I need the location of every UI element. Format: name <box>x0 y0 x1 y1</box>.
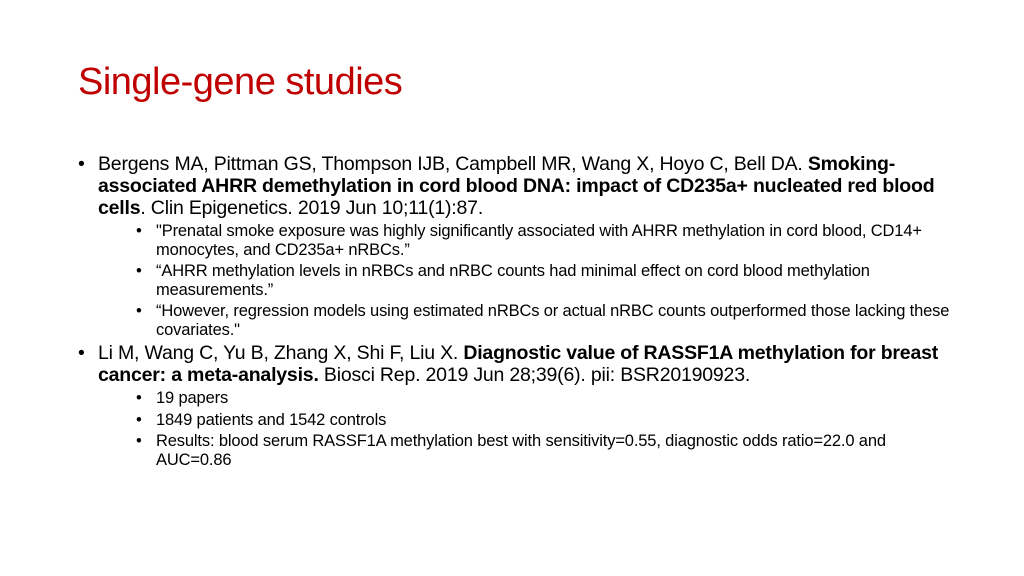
sub-point-text: Results: blood serum RASSF1A methylation best with sensitivity=0.55, diagnostic odds ratio=22.0 and AUC=0.86 <box>156 432 886 469</box>
bullet-icon: • <box>136 262 142 280</box>
sub-point-text: “AHRR methylation levels in nRBCs and nRBC counts had minimal effect on cord blood methylation measurements.” <box>156 262 870 299</box>
sub-point <box>136 411 958 430</box>
bullet-icon: • <box>136 432 142 450</box>
sub-point <box>136 262 958 299</box>
reference-authors: Bergens MA, Pittman GS, Thompson IJB, Campbell MR, Wang X, Hoyo C, Bell DA. <box>98 153 808 175</box>
sub-point-list <box>78 222 958 339</box>
reference-title: Smoking-associated AHRR demethylation in cord blood DNA: impact of CD235a+ nucleated red blood cells <box>98 153 935 219</box>
sub-point <box>136 389 958 408</box>
reference-citation: . Clin Epigenetics. 2019 Jun 10;11(1):87. <box>140 197 484 219</box>
sub-point-text: 19 papers <box>156 389 229 407</box>
slide-title: Single-gene studies <box>78 61 403 103</box>
reference-authors: Li M, Wang C, Yu B, Zhang X, Shi F, Liu X. <box>98 342 464 364</box>
sub-point-text: "Prenatal smoke exposure was highly significantly associated with AHRR methylation in cord blood, CD14+ monocytes, and CD235a+ nRBCs.” <box>156 222 922 259</box>
reference-title: Diagnostic value of RASSF1A methylation for breast cancer: a meta-analysis. <box>98 342 939 386</box>
bullet-icon: • <box>136 222 142 240</box>
sub-point <box>136 302 958 339</box>
bullet-icon: • <box>78 153 85 175</box>
reference-item <box>78 342 958 386</box>
sub-point <box>136 222 958 259</box>
sub-point-text: 1849 patients and 1542 controls <box>156 410 387 429</box>
bullet-icon: • <box>136 410 142 429</box>
bullet-icon: • <box>78 342 85 364</box>
sub-point <box>136 432 958 469</box>
sub-point-text: “However, regression models using estimated nRBCs or actual nRBC counts outperformed those lacking these covariates." <box>156 302 950 339</box>
reference-item <box>78 153 958 219</box>
reference-citation: Biosci Rep. 2019 Jun 28;39(6). pii: BSR20190923. <box>318 364 751 386</box>
bullet-icon: • <box>136 302 142 320</box>
slide-content <box>78 153 958 471</box>
sub-point-list <box>78 389 958 469</box>
reference-group <box>78 342 958 469</box>
bullet-icon: • <box>136 389 142 407</box>
reference-group <box>78 153 958 339</box>
